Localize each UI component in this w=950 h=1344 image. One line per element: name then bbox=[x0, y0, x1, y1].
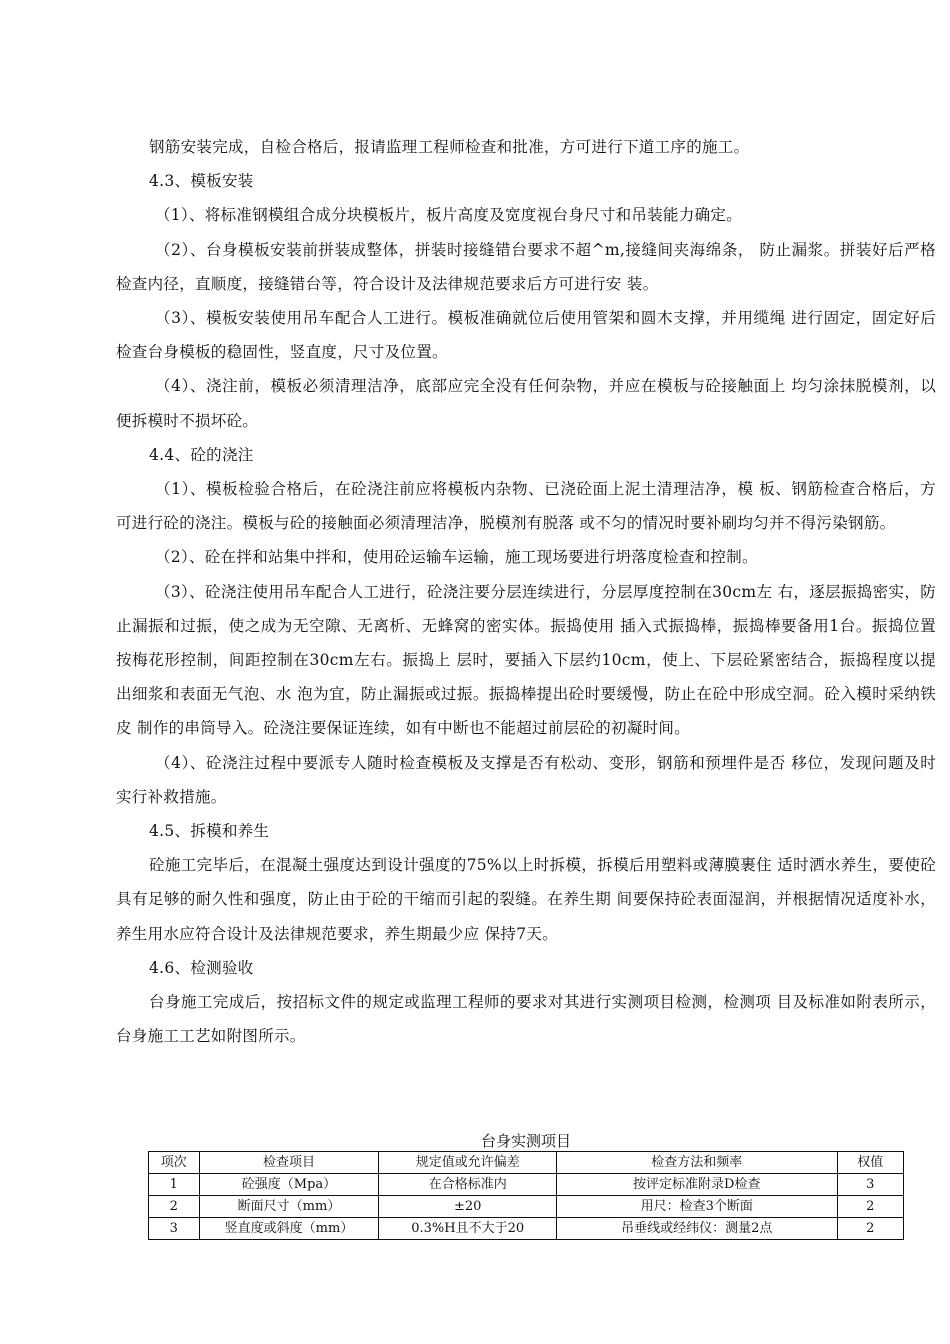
table-cell: 2 bbox=[837, 1196, 904, 1218]
table-cell: 断面尺寸（mm） bbox=[199, 1196, 379, 1218]
paragraph: 钢筋安装完成，自检合格后，报请监理工程师检查和批准，方可进行下道工序的施工。 bbox=[149, 138, 750, 156]
section-heading: 4.6、检测验收 bbox=[149, 958, 254, 977]
table-cell: 2 bbox=[837, 1218, 904, 1240]
paragraph: （3）、砼浇注使用吊车配合人工进行，砼浇注要分层连续进行，分层厚度控制在30cm左 右，逐层振捣密实，防止漏振和过振，使之成为无空隙、无离析、无蜂窝的密实体。振捣使用 插入式振捣棒，振捣棒要备用1台。振捣位置按梅花形控制，间距控制在30cm左右。振捣上 层时，要插入下层约10cm，使上、下层砼紧密结合，振捣程度以提出细浆和表面无气泡、水 泡为宜，防止漏振或过振。振捣棒提出砼时要缓慢，防止在砼中形成空洞。砼入模时采纳铁皮 制作的串筒导入。砼浇注要保证连续，如有中断也不能超过前层砼的初凝时间。 bbox=[116, 582, 936, 738]
table-cell: 砼强度（Mpa） bbox=[199, 1174, 379, 1196]
table-row bbox=[149, 1196, 904, 1218]
section-heading: 4.3、模板安装 bbox=[149, 172, 254, 191]
table-cell: 在合格标准内 bbox=[379, 1174, 557, 1196]
section-heading: 4.5、拆模和养生 bbox=[149, 822, 270, 841]
paragraph: （1）、将标准钢模组合成分块模板片，板片高度及宽度视台身尺寸和吊装能力确定。 bbox=[155, 206, 743, 225]
table-cell: 按评定标准附录D检查 bbox=[557, 1174, 837, 1196]
table-header-row bbox=[149, 1152, 904, 1174]
table-cell: 1 bbox=[149, 1174, 200, 1196]
paragraph: （2）、砼在拌和站集中拌和，使用砼运输车运输，施工现场要进行坍落度检查和控制。 bbox=[155, 548, 758, 567]
header-cell: 检查项目 bbox=[199, 1152, 379, 1174]
paragraph: （1）、模板检验合格后，在砼浇注前应将模板内杂物、已浇砼面上泥土清理洁净，模 板、钢筋检查合格后，方可进行砼的浇注。模板与砼的接触面必须清理洁净，脱模剂有脱落 或不匀的情况时要补刷均匀并不得污染钢筋。 bbox=[116, 480, 936, 533]
body-text bbox=[116, 130, 936, 1053]
paragraph: 砼施工完毕后，在混凝土强度达到设计强度的75%以上时拆模，拆模后用塑料或薄膜裹住 适时洒水养生，要使砼具有足够的耐久性和强度，防止由于砼的干缩而引起的裂缝。在养生期 间要保持砼表面湿润，并根据情况适度补水，养生用水应符合设计及法律规范要求，养生期最少应 保持7天。 bbox=[116, 856, 936, 943]
paragraph: （3）、模板安装使用吊车配合人工进行。模板准确就位后使用管架和圆木支撑，并用缆绳 进行固定，固定好后检查台身模板的稳固性，竖直度，尺寸及位置。 bbox=[116, 309, 936, 362]
header-cell: 检查方法和频率 bbox=[557, 1152, 837, 1174]
paragraph: （4）、砼浇注过程中要派专人随时检查模板及支撑是否有松动、变形，钢筋和预埋件是否 移位，发现问题及时实行补救措施。 bbox=[116, 753, 936, 806]
table-cell: ±20 bbox=[379, 1196, 557, 1218]
inspection-table bbox=[148, 1151, 904, 1240]
table-cell: 3 bbox=[149, 1218, 200, 1240]
paragraph: （2）、台身模板安装前拼装成整体，拼装时接缝错台要求不超^m,接缝间夹海绵条， 防止漏浆。拼装好后严格检查内径，直顺度，接缝错台等，符合设计及法律规范要求后方可进行安 装。 bbox=[116, 240, 936, 293]
table-cell: 0.3%H且不大于20 bbox=[379, 1218, 557, 1240]
inspection-table-section bbox=[148, 1131, 904, 1240]
table-cell: 2 bbox=[149, 1196, 200, 1218]
table-row bbox=[149, 1218, 904, 1240]
header-cell: 项次 bbox=[149, 1152, 200, 1174]
table-cell: 吊垂线或经纬仪：测量2点 bbox=[557, 1218, 837, 1240]
paragraph: 台身施工完成后，按招标文件的规定或监理工程师的要求对其进行实测项目检测，检测项 目及标准如附表所示，台身施工工艺如附图所示。 bbox=[116, 993, 936, 1046]
header-cell: 规定值或允许偏差 bbox=[379, 1152, 557, 1174]
section-heading: 4.4、砼的浇注 bbox=[149, 445, 254, 464]
table-cell: 3 bbox=[837, 1174, 904, 1196]
table-cell: 竖直度或斜度（mm） bbox=[199, 1218, 379, 1240]
table-title: 台身实测项目 bbox=[480, 1132, 571, 1150]
paragraph: （4）、浇注前，模板必须清理洁净，底部应完全没有任何杂物，并应在模板与砼接触面上 均匀涂抹脱模剂，以便拆模时不损坏砼。 bbox=[116, 377, 936, 430]
header-cell: 权值 bbox=[837, 1152, 904, 1174]
table-row bbox=[149, 1174, 904, 1196]
table-cell: 用尺：检查3个断面 bbox=[557, 1196, 837, 1218]
